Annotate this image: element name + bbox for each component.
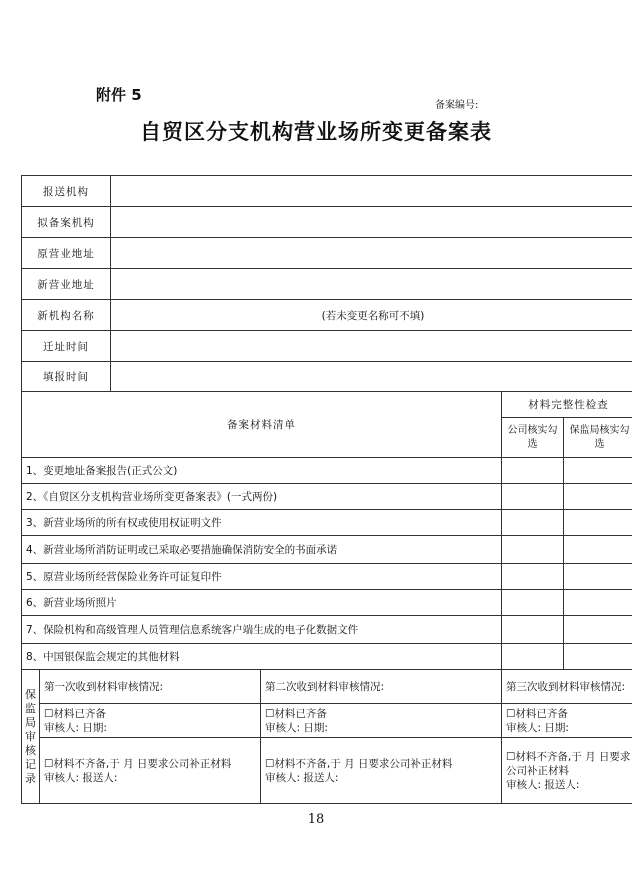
field-label: 填报时间 <box>22 362 111 392</box>
field-label: 新营业地址 <box>22 269 111 300</box>
second-review-title: 第二次收到材料审核情况: <box>261 670 502 704</box>
reviewer-date-line: 审核人: 日期: <box>265 721 328 734</box>
completeness-check-header: 材料完整性检查 <box>502 392 632 418</box>
bureau-check-header: 保监局核实勾选 <box>564 418 632 458</box>
second-review-incomplete[interactable] <box>261 738 502 804</box>
field-value-note[interactable]: (若未变更名称可不填) <box>111 300 632 331</box>
company-check-cell[interactable] <box>502 510 564 536</box>
review-side-text: 保监局审核记录 <box>25 687 36 785</box>
material-item: 5、原营业场所经营保险业务许可证复印件 <box>22 564 502 590</box>
material-row <box>22 484 632 510</box>
review-incomplete-row <box>22 738 632 804</box>
second-review-complete[interactable] <box>261 704 502 738</box>
company-check-cell[interactable] <box>502 458 564 484</box>
field-label: 新机构名称 <box>22 300 111 331</box>
material-row <box>22 644 632 670</box>
company-check-cell[interactable] <box>502 484 564 510</box>
material-item: 4、新营业场所消防证明或已采取必要措施确保消防安全的书面承诺 <box>22 536 502 564</box>
info-row <box>22 331 632 362</box>
company-check-cell[interactable] <box>502 590 564 616</box>
info-row <box>22 362 632 392</box>
filing-form-table <box>21 175 632 804</box>
third-review-incomplete[interactable] <box>502 738 632 804</box>
form-title: 自贸区分支机构营业场所变更备案表 <box>140 119 492 144</box>
third-review-complete[interactable] <box>502 704 632 738</box>
field-value[interactable] <box>111 176 632 207</box>
material-item: 1、变更地址备案报告(正式公文) <box>22 458 502 484</box>
info-row <box>22 300 632 331</box>
field-label: 报送机构 <box>22 176 111 207</box>
reviewer-sender-line: 审核人: 报送人: <box>44 771 118 784</box>
bureau-check-cell[interactable] <box>564 564 632 590</box>
field-value[interactable] <box>111 331 632 362</box>
field-label: 原营业地址 <box>22 238 111 269</box>
field-value[interactable] <box>111 238 632 269</box>
filing-number-label: 备案编号: <box>435 100 479 111</box>
company-check-cell[interactable] <box>502 536 564 564</box>
field-value[interactable] <box>111 362 632 392</box>
review-complete-row <box>22 704 632 738</box>
complete-checkbox-label[interactable]: ☐材料已齐备 <box>265 707 327 720</box>
attachment-label: 附件 5 <box>96 86 142 104</box>
info-row <box>22 176 632 207</box>
info-row <box>22 269 632 300</box>
field-label: 迁址时间 <box>22 331 111 362</box>
reviewer-date-line: 审核人: 日期: <box>44 721 107 734</box>
bureau-check-cell[interactable] <box>564 616 632 644</box>
first-review-incomplete[interactable] <box>40 738 261 804</box>
info-row <box>22 207 632 238</box>
reviewer-date-line: 审核人: 日期: <box>506 721 569 734</box>
field-label: 拟备案机构 <box>22 207 111 238</box>
material-item: 6、新营业场所照片 <box>22 590 502 616</box>
material-row <box>22 536 632 564</box>
material-row <box>22 590 632 616</box>
first-review-complete[interactable] <box>40 704 261 738</box>
field-value[interactable] <box>111 269 632 300</box>
review-title-row <box>22 670 632 704</box>
company-check-header: 公司核实勾选 <box>502 418 564 458</box>
material-row <box>22 616 632 644</box>
material-item: 2、《自贸区分支机构营业场所变更备案表》(一式两份) <box>22 484 502 510</box>
bureau-check-cell[interactable] <box>564 484 632 510</box>
incomplete-checkbox-label[interactable]: ☐材料不齐备,于 月 日要求公司补正材料 <box>44 757 232 770</box>
material-item: 3、新营业场所的所有权或使用权证明文件 <box>22 510 502 536</box>
material-item: 7、保险机构和高级管理人员管理信息系统客户端生成的电子化数据文件 <box>22 616 502 644</box>
page-number: 18 <box>307 812 325 827</box>
bureau-check-cell[interactable] <box>564 644 632 670</box>
company-check-cell[interactable] <box>502 564 564 590</box>
company-check-cell[interactable] <box>502 616 564 644</box>
incomplete-checkbox-label[interactable]: ☐材料不齐备,于 月 日要求公司补正材料 <box>265 757 453 770</box>
material-row <box>22 564 632 590</box>
materials-header-row <box>22 392 632 418</box>
materials-list-header: 备案材料清单 <box>22 392 502 458</box>
bureau-check-cell[interactable] <box>564 510 632 536</box>
field-value[interactable] <box>111 207 632 238</box>
incomplete-checkbox-label[interactable]: ☐材料不齐备,于 月 日要求公司补正材料 <box>506 750 631 777</box>
complete-checkbox-label[interactable]: ☐材料已齐备 <box>44 707 106 720</box>
bureau-check-cell[interactable] <box>564 590 632 616</box>
material-row <box>22 458 632 484</box>
bureau-check-cell[interactable] <box>564 458 632 484</box>
info-row <box>22 238 632 269</box>
complete-checkbox-label[interactable]: ☐材料已齐备 <box>506 707 568 720</box>
reviewer-sender-line: 审核人: 报送人: <box>506 778 580 791</box>
bureau-check-cell[interactable] <box>564 536 632 564</box>
material-item: 8、中国银保监会规定的其他材料 <box>22 644 502 670</box>
third-review-title: 第三次收到材料审核情况: <box>502 670 632 704</box>
company-check-cell[interactable] <box>502 644 564 670</box>
reviewer-sender-line: 审核人: 报送人: <box>265 771 339 784</box>
material-row <box>22 510 632 536</box>
first-review-title: 第一次收到材料审核情况: <box>40 670 261 704</box>
review-side-label <box>22 670 40 804</box>
